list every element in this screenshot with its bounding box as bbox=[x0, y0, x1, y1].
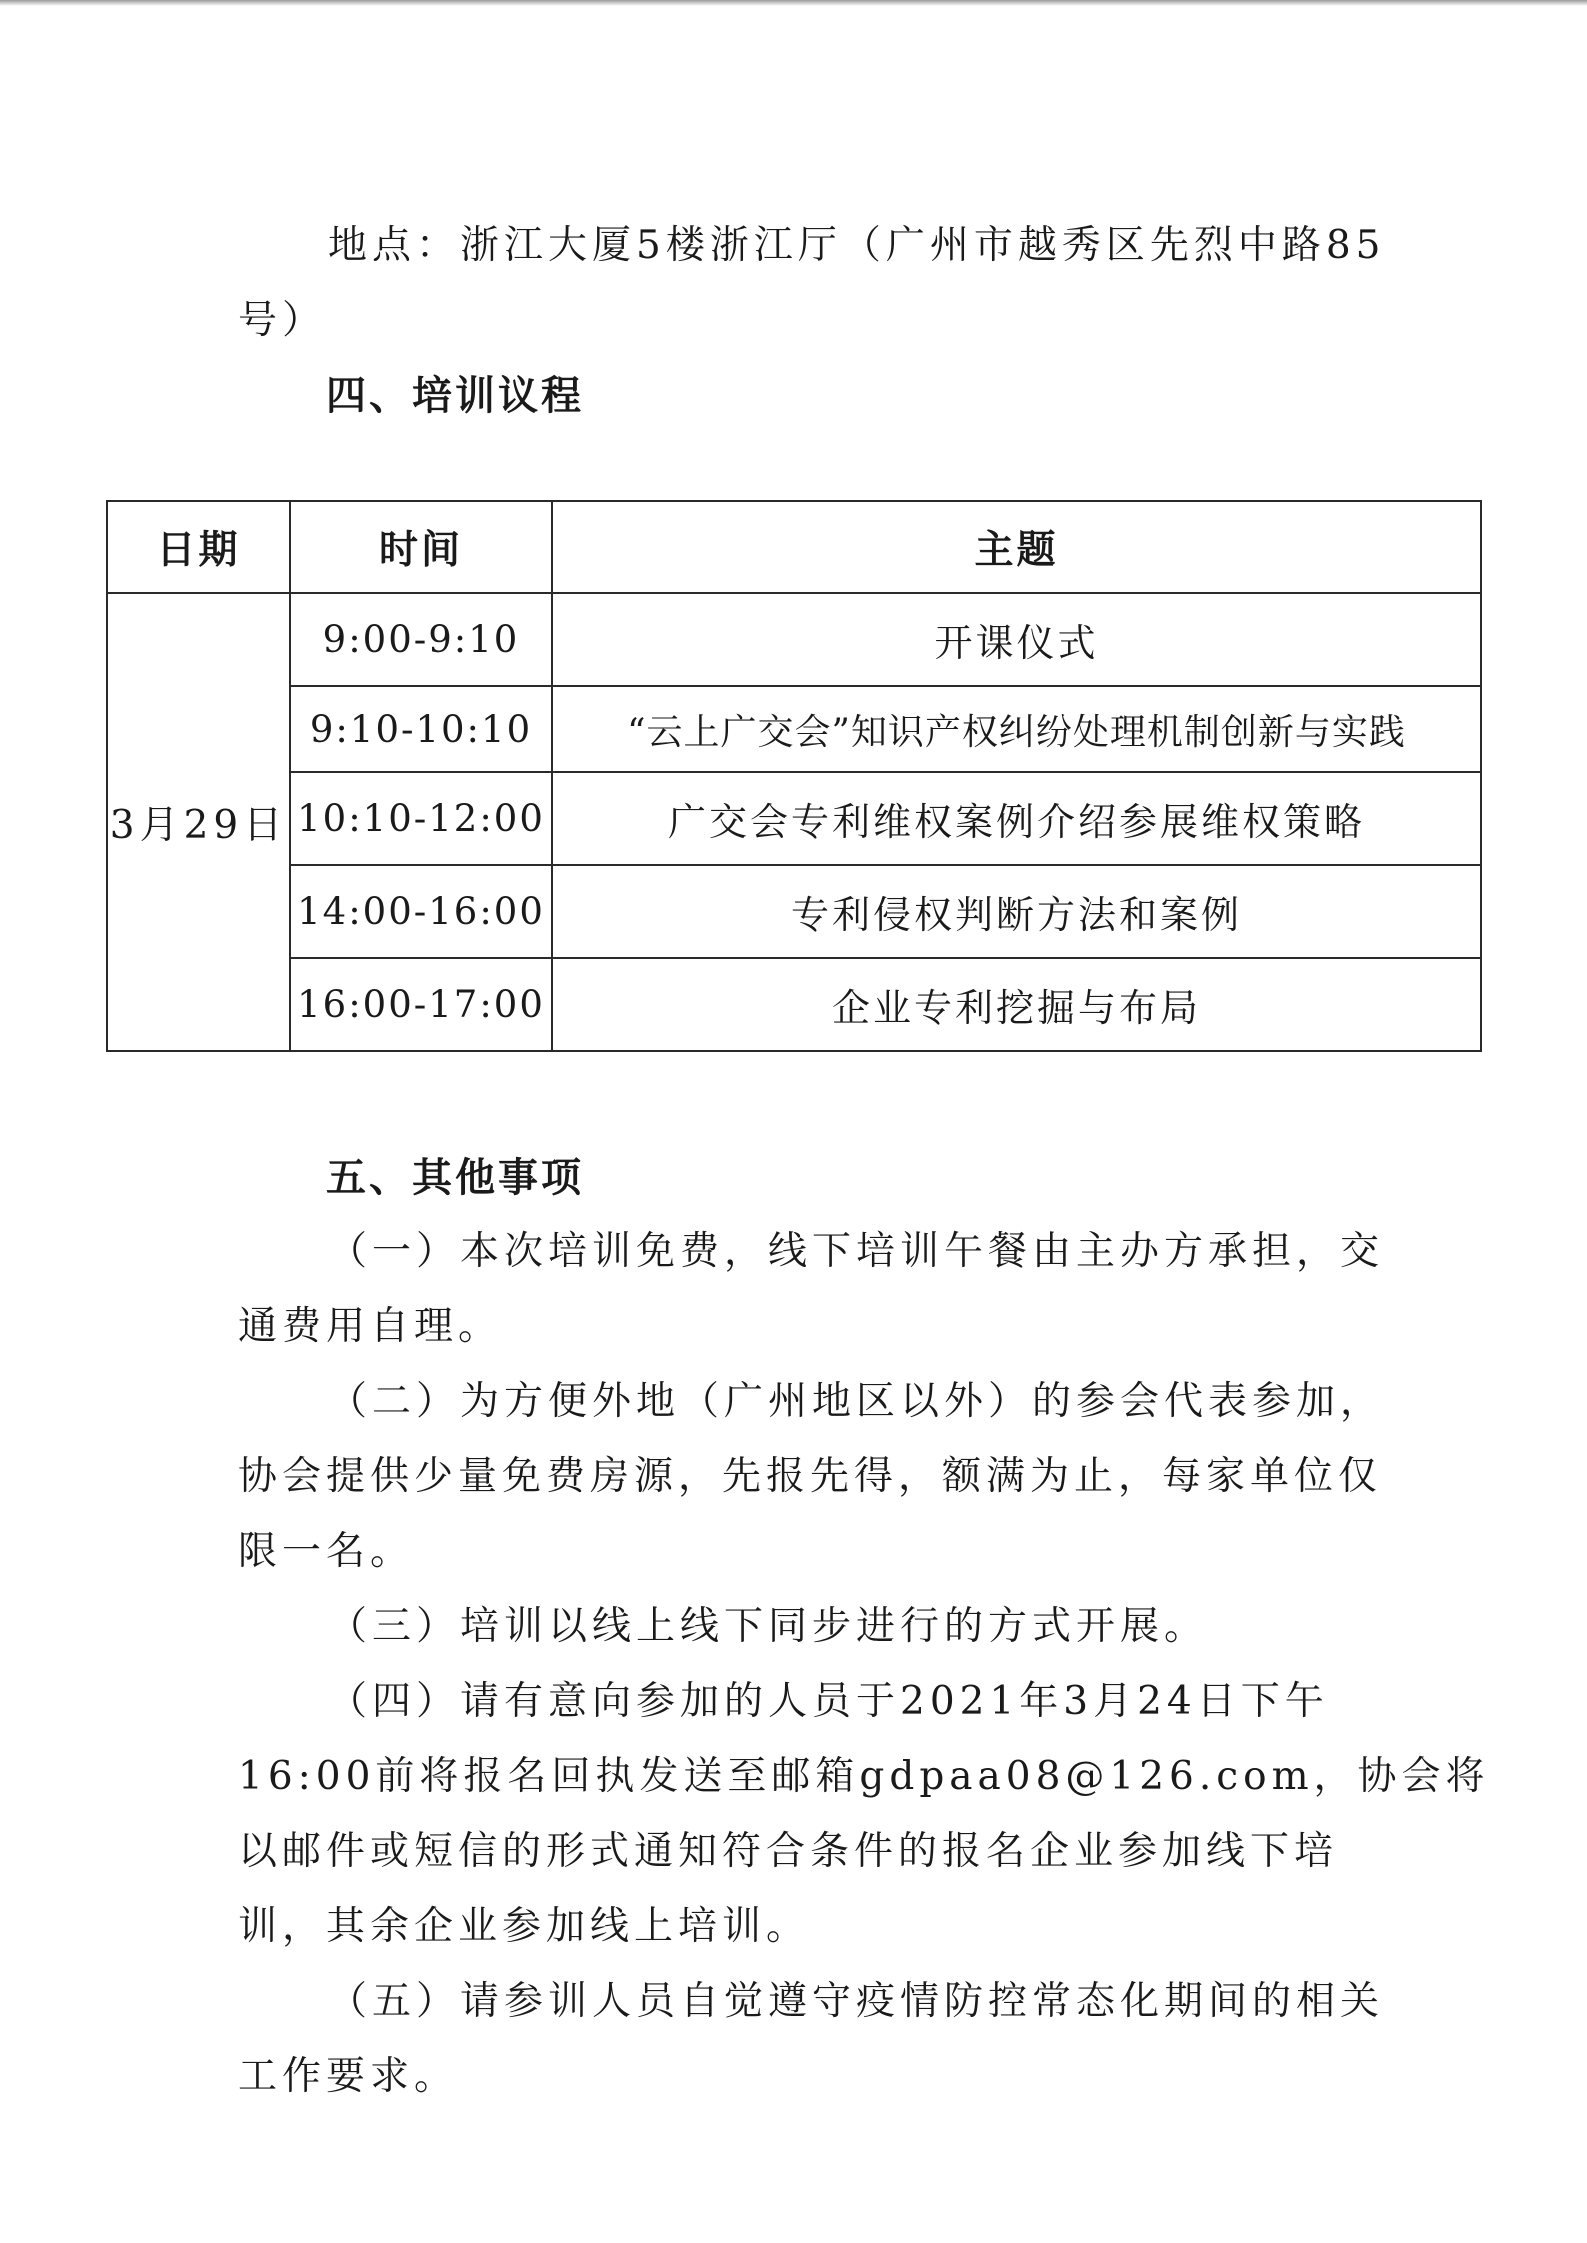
section-4-heading: 四、培训议程 bbox=[326, 373, 584, 419]
item-line: （一）本次培训免费，线下培训午餐由主办方承担，交 bbox=[328, 1229, 1385, 1274]
header-date: 日期 bbox=[107, 501, 290, 593]
item-line: （二）为方便外地（广州地区以外）的参会代表参加， bbox=[328, 1379, 1385, 1424]
agenda-time-cell: 9:10-10:10 bbox=[290, 686, 552, 772]
agenda-time-cell: 14:00-16:00 bbox=[290, 865, 552, 958]
agenda-topic-cell: 广交会专利维权案例介绍参展维权策略 bbox=[552, 772, 1481, 865]
item-line: 16:00前将报名回执发送至邮箱gdpaa08@126.com，协会将 bbox=[238, 1754, 1490, 1799]
location-paragraph bbox=[238, 208, 1386, 358]
table-row bbox=[107, 958, 1481, 1051]
item-2-paragraph bbox=[238, 1364, 1385, 1589]
item-line: 通费用自理。 bbox=[238, 1304, 503, 1349]
agenda-topic-cell: 企业专利挖掘与布局 bbox=[552, 958, 1481, 1051]
location-line-1: 地点：浙江大厦5楼浙江厅（广州市越秀区先烈中路85 bbox=[328, 223, 1386, 268]
item-line: （五）请参训人员自觉遵守疫情防控常态化期间的相关 bbox=[328, 1979, 1385, 2024]
agenda-topic-cell: “云上广交会”知识产权纠纷处理机制创新与实践 bbox=[552, 686, 1481, 772]
header-time: 时间 bbox=[290, 501, 552, 593]
agenda-date-cell: 3月29日 bbox=[107, 593, 290, 1051]
table-row bbox=[107, 686, 1481, 772]
location-line-2: 号） bbox=[238, 298, 327, 343]
agenda-time-cell: 10:10-12:00 bbox=[290, 772, 552, 865]
section-5-heading: 五、其他事项 bbox=[326, 1155, 584, 1201]
item-line: 限一名。 bbox=[238, 1529, 415, 1574]
item-line: 训，其余企业参加线上培训。 bbox=[238, 1904, 811, 1949]
agenda-topic-cell: 专利侵权判断方法和案例 bbox=[552, 865, 1481, 958]
item-line: （四）请有意向参加的人员于2021年3月24日下午 bbox=[328, 1679, 1329, 1724]
item-1-paragraph bbox=[238, 1214, 1385, 1364]
agenda-topic-cell: 开课仪式 bbox=[552, 593, 1481, 686]
table-row bbox=[107, 865, 1481, 958]
item-line: （三）培训以线上线下同步进行的方式开展。 bbox=[328, 1604, 1209, 1649]
item-line: 以邮件或短信的形式通知符合条件的报名企业参加线下培 bbox=[238, 1829, 1339, 1874]
agenda-header-row bbox=[107, 501, 1481, 593]
item-3-paragraph bbox=[238, 1589, 1348, 1664]
agenda-time-cell: 16:00-17:00 bbox=[290, 958, 552, 1051]
header-topic: 主题 bbox=[552, 501, 1481, 593]
agenda-table bbox=[106, 500, 1482, 1052]
item-5-paragraph bbox=[238, 1964, 1385, 2114]
table-row bbox=[107, 772, 1481, 865]
table-row bbox=[107, 593, 1481, 686]
item-line: 协会提供少量免费房源，先报先得，额满为止，每家单位仅 bbox=[238, 1454, 1383, 1499]
agenda-time-cell: 9:00-9:10 bbox=[290, 593, 552, 686]
item-4-paragraph bbox=[238, 1664, 1490, 1964]
item-line: 工作要求。 bbox=[238, 2054, 459, 2099]
